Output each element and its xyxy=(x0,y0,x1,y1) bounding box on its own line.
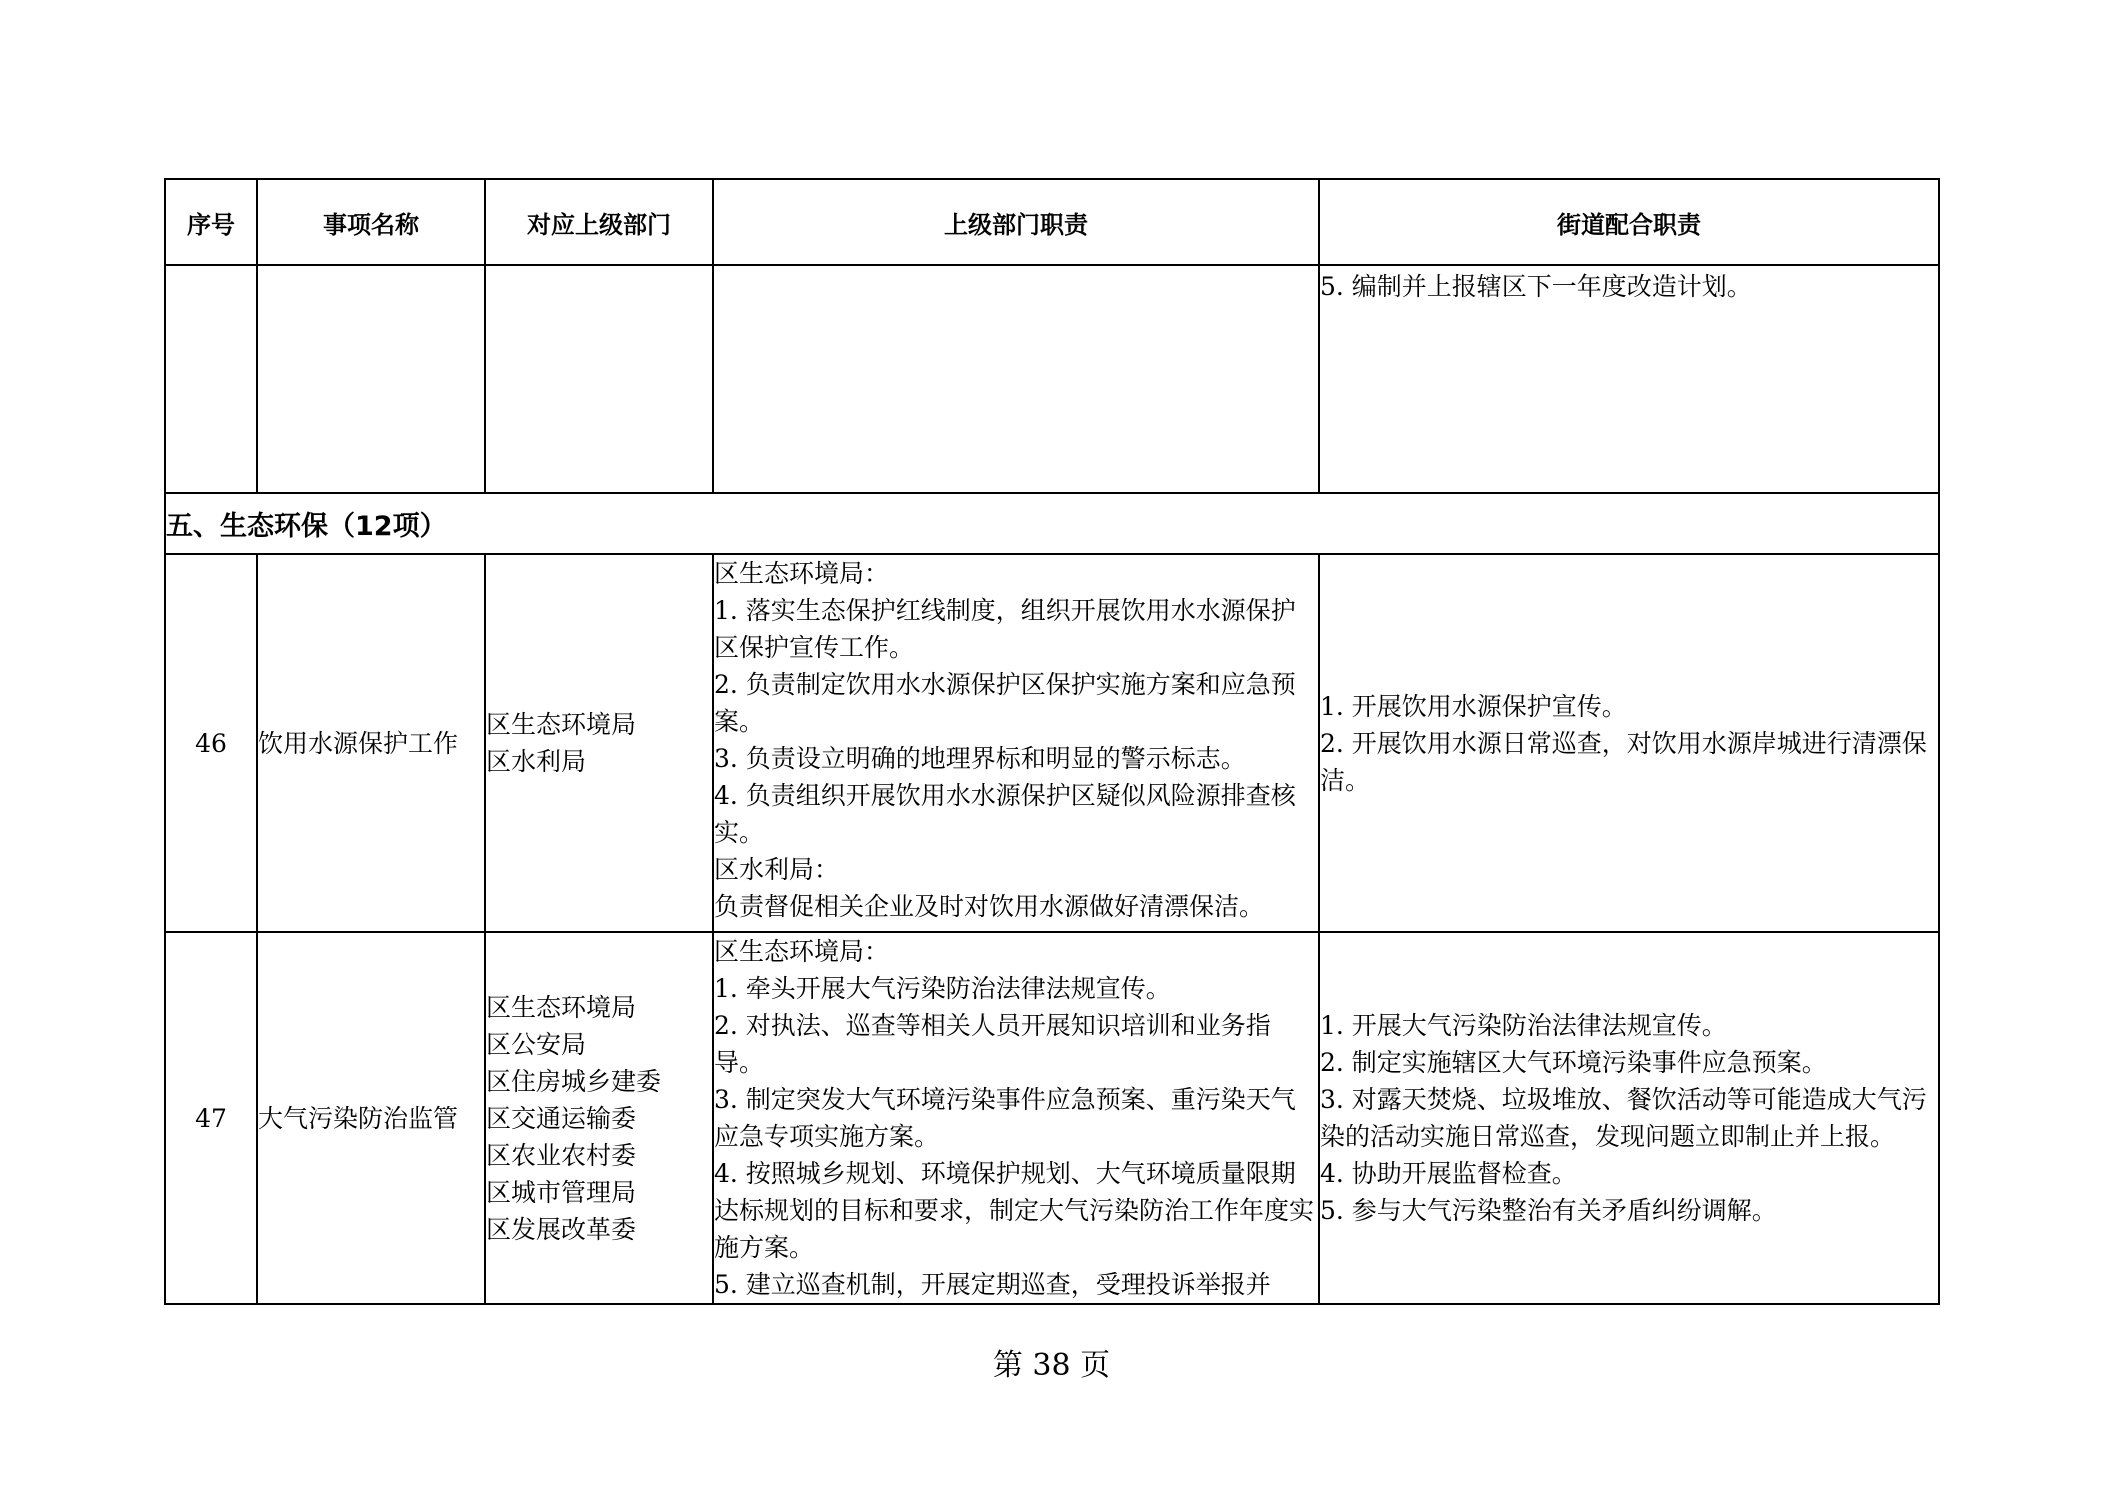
row-item-name: 饮用水源保护工作 xyxy=(257,554,485,932)
row-item-name: 大气污染防治监管 xyxy=(257,932,485,1304)
dept-line: 区发展改革委 xyxy=(486,1214,637,1244)
duty-line: 区生态环境局： xyxy=(714,937,890,966)
street-line: 5. 编制并上报辖区下一年度改造计划。 xyxy=(1320,272,1752,301)
street-line: 2. 制定实施辖区大气环境污染事件应急预案。 xyxy=(1320,1048,1827,1077)
dept-line: 区公安局 xyxy=(486,1029,587,1059)
dept-line: 区生态环境局 xyxy=(486,992,637,1022)
dept-line: 区水利局 xyxy=(486,747,587,776)
dept-line: 区农业农村委 xyxy=(486,1140,637,1170)
duty-line: 3. 负责设立明确的地理界标和明显的警示标志。 xyxy=(714,744,1246,773)
duty-line: 1. 落实生态保护红线制度，组织开展饮用水水源保护区保护宣传工作。 xyxy=(714,596,1296,662)
continuation-duties xyxy=(713,265,1319,493)
row-seq: 46 xyxy=(165,554,257,932)
duty-line: 1. 牵头开展大气污染防治法律法规宣传。 xyxy=(714,974,1171,1003)
table-row xyxy=(165,554,1939,932)
duty-line: 5. 建立巡查机制，开展定期巡查，受理投诉举报并 xyxy=(714,1270,1271,1299)
row-depts xyxy=(485,554,713,932)
continuation-row xyxy=(165,265,1939,493)
header-street-duties: 街道配合职责 xyxy=(1319,179,1939,265)
continuation-depts xyxy=(485,265,713,493)
header-superior-duties: 上级部门职责 xyxy=(713,179,1319,265)
header-item-name: 事项名称 xyxy=(257,179,485,265)
duty-line: 2. 负责制定饮用水水源保护区保护实施方案和应急预案。 xyxy=(714,670,1296,736)
responsibility-table xyxy=(164,178,1940,1305)
row-duties xyxy=(713,932,1319,1304)
header-row xyxy=(165,179,1939,265)
street-line: 2. 开展饮用水源日常巡查，对饮用水源岸城进行清漂保洁。 xyxy=(1320,728,1927,795)
row-depts xyxy=(485,932,713,1304)
dept-line: 区交通运输委 xyxy=(486,1103,637,1133)
row-street xyxy=(1319,932,1939,1304)
row-seq: 47 xyxy=(165,932,257,1304)
continuation-street xyxy=(1319,265,1939,493)
duty-line: 4. 按照城乡规划、环境保护规划、大气环境质量限期达标规划的目标和要求，制定大气污染防治工作年度实施方案。 xyxy=(714,1159,1315,1262)
duty-line: 3. 制定突发大气环境污染事件应急预案、重污染天气应急专项实施方案。 xyxy=(714,1085,1296,1151)
table-row xyxy=(165,932,1939,1304)
header-seq: 序号 xyxy=(165,179,257,265)
dept-line: 区住房城乡建委 xyxy=(486,1066,662,1096)
section-title: 五、生态环保（12项） xyxy=(165,493,1939,554)
street-line: 1. 开展大气污染防治法律法规宣传。 xyxy=(1320,1011,1727,1040)
row-street xyxy=(1319,554,1939,932)
duty-line: 2. 对执法、巡查等相关人员开展知识培训和业务指导。 xyxy=(714,1011,1271,1077)
continuation-seq xyxy=(165,265,257,493)
street-line: 4. 协助开展监督检查。 xyxy=(1320,1159,1577,1188)
duty-line: 区水利局： xyxy=(714,855,840,884)
duty-line: 负责督促相关企业及时对饮用水源做好清漂保洁。 xyxy=(714,892,1265,921)
duty-line: 4. 负责组织开展饮用水水源保护区疑似风险源排查核实。 xyxy=(714,781,1296,847)
page-number: 第 38 页 xyxy=(992,1348,1111,1383)
header-superior-dept: 对应上级部门 xyxy=(485,179,713,265)
duty-line: 区生态环境局： xyxy=(714,559,890,588)
section-row xyxy=(165,493,1939,554)
row-duties xyxy=(713,554,1319,932)
street-line: 3. 对露天焚烧、垃圾堆放、餐饮活动等可能造成大气污染的活动实施日常巡查，发现问题立即制止并上报。 xyxy=(1320,1085,1927,1151)
dept-line: 区城市管理局 xyxy=(486,1177,637,1207)
continuation-name xyxy=(257,265,485,493)
street-line: 5. 参与大气污染整治有关矛盾纠纷调解。 xyxy=(1320,1196,1777,1225)
dept-line: 区生态环境局 xyxy=(486,710,637,739)
street-line: 1. 开展饮用水源保护宣传。 xyxy=(1320,691,1627,721)
